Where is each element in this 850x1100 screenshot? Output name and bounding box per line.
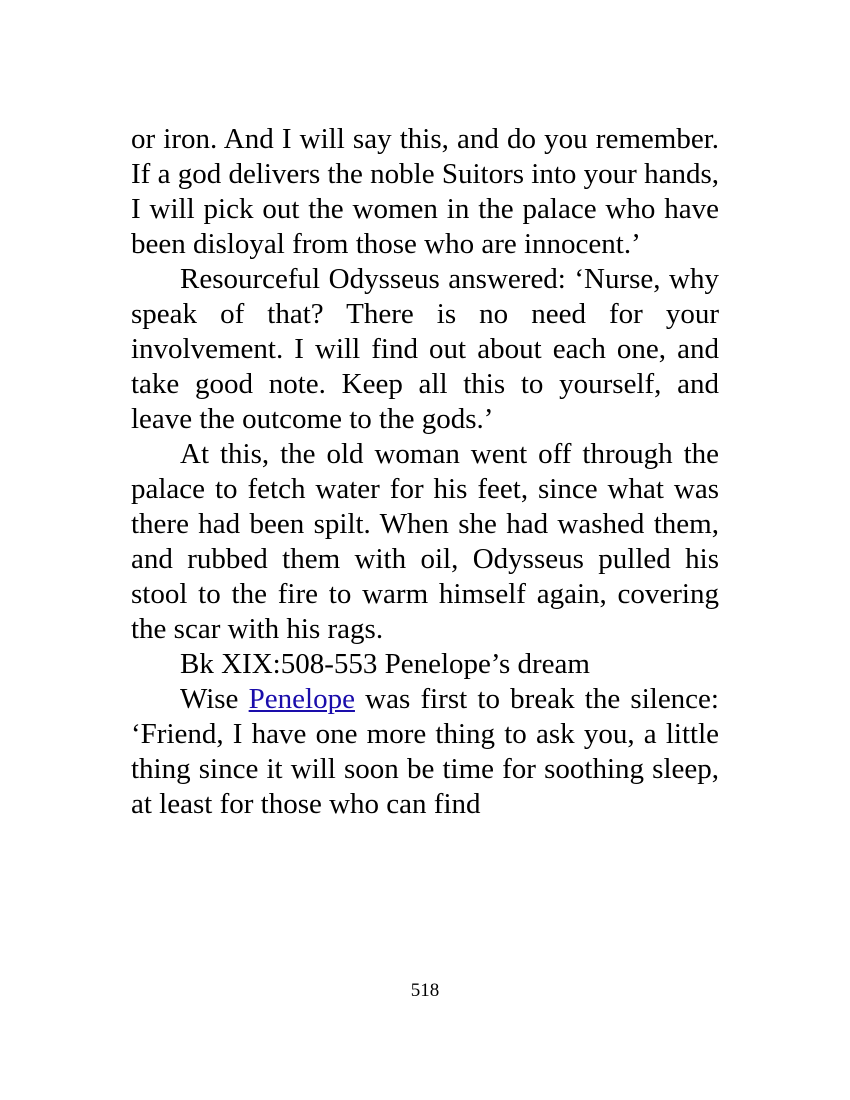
paragraph-2: Resourceful Odysseus answered: ‘Nurse, why speak of that? There is no need for your involvement. I will find out about each one, and take good note. Keep all this to yourself, and leave the outcome to the gods.’ xyxy=(131,263,719,435)
paragraph-1: or iron. And I will say this, and do you remember. If a god delivers the noble Suitors into your hands, I will pick out the women in the palace who have been disloyal from those who are innocent.’ xyxy=(131,123,719,260)
paragraph-3: At this, the old woman went off through the palace to fetch water for his feet, since what was there had been spilt. When she had washed them, and rubbed them with oil, Odysseus pulled his stool to the fire to warm himself again, covering the scar with his rags. xyxy=(131,438,719,645)
penelope-link[interactable]: Penelope xyxy=(248,683,355,715)
paragraph-4-lead: Wise xyxy=(180,683,249,715)
section-heading: Bk XIX:508-553 Penelope’s dream xyxy=(180,648,590,680)
page-number: 518 xyxy=(410,980,440,1001)
body-text xyxy=(131,122,719,822)
paragraph-4-rest: was first to break the silence: ‘Friend, I have one more thing to ask you, a little thing since it will soon be time for soothing sleep, at least for those who can find xyxy=(131,683,719,820)
paragraph-4 xyxy=(131,682,719,822)
